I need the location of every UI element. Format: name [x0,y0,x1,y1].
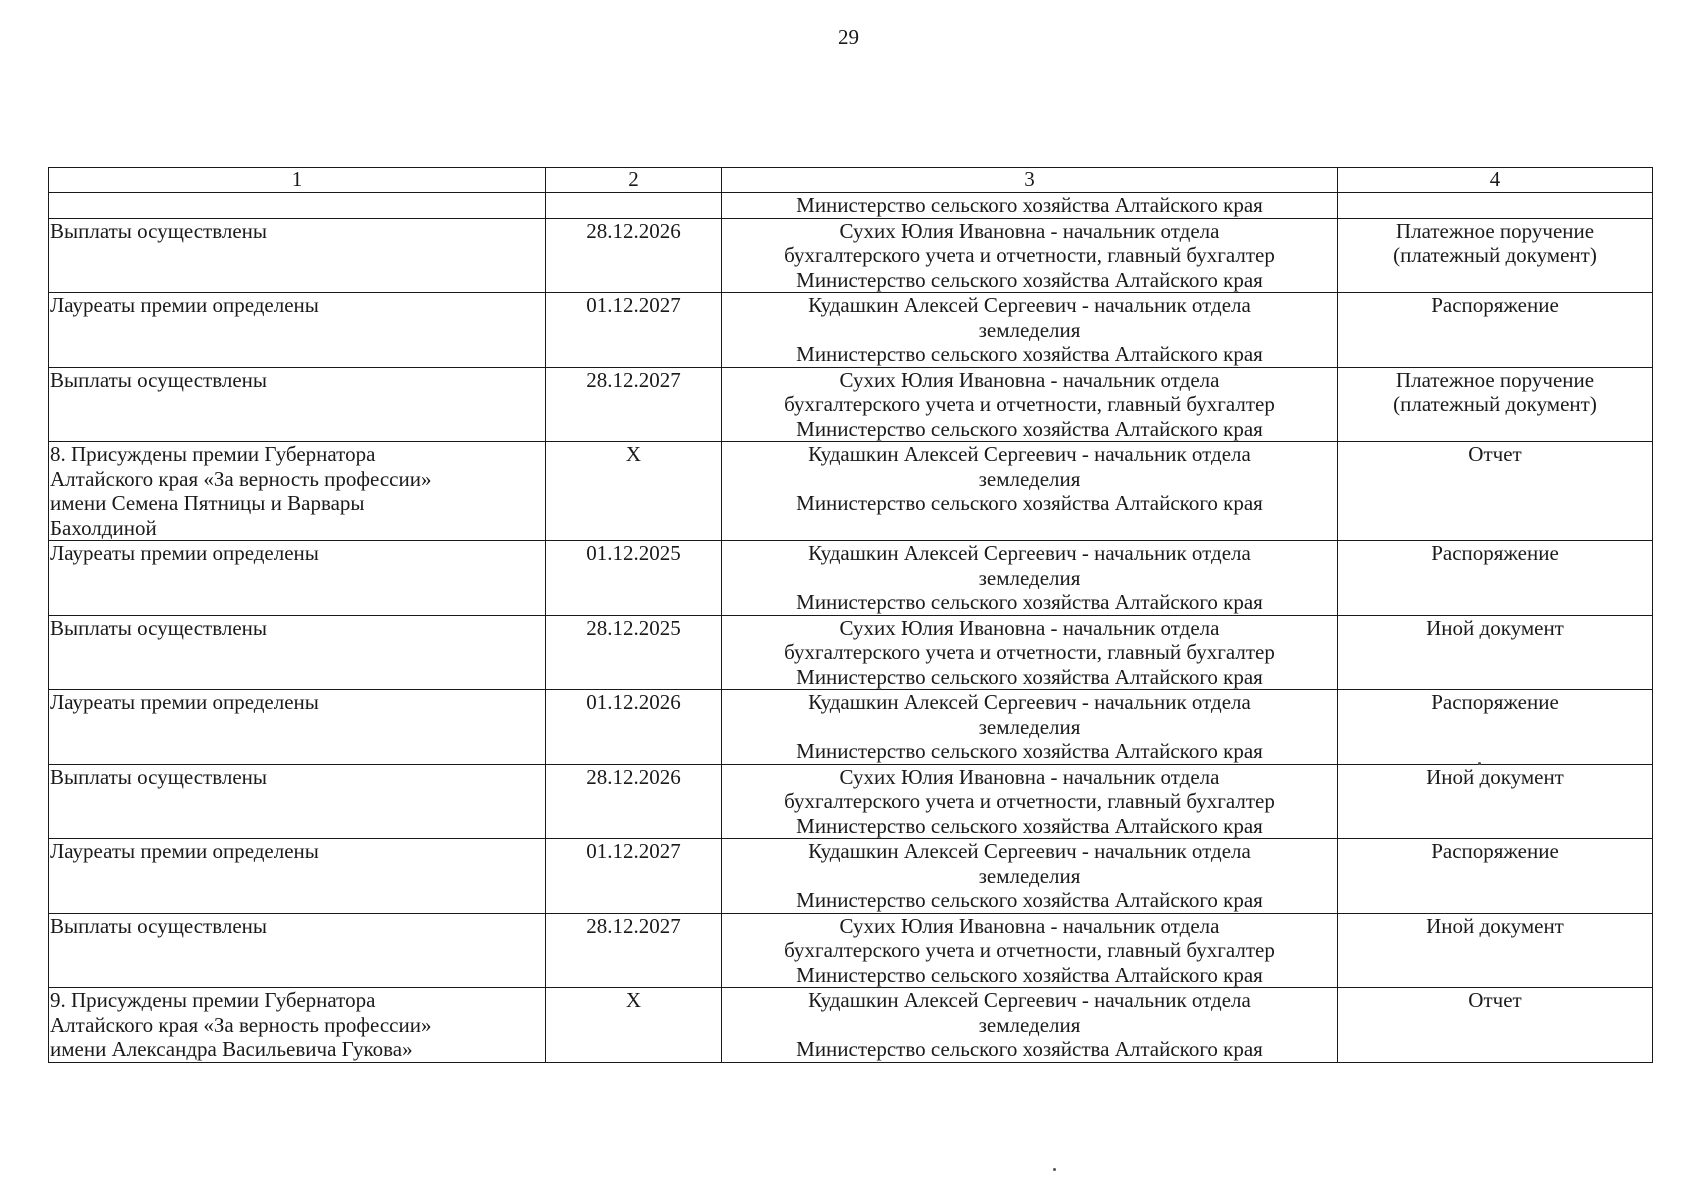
document-line: Отчет [1468,442,1522,466]
table-row [49,367,1653,442]
responsible-line: бухгалтерского учета и отчетности, главный бухгалтер [784,392,1275,416]
table-row [49,218,1653,293]
column-header: 3 [722,168,1338,193]
responsible-line: Кудашкин Алексей Сергеевич - начальник отдела [808,293,1251,317]
responsible-line: Министерство сельского хозяйства Алтайского края [796,267,1263,292]
event-line: Выплаты осуществлены [50,913,268,938]
responsible-line: Министерство сельского хозяйства Алтайского края [796,888,1263,912]
document-table [48,167,1653,1063]
event-line: Выплаты осуществлены [50,367,268,392]
date-cell [546,193,722,219]
responsible-line: бухгалтерского учета и отчетности, главный бухгалтер [784,243,1275,267]
event-cell [49,541,546,616]
document-cell [1338,913,1653,988]
responsible-cell [722,293,1338,368]
document-cell [1338,764,1653,839]
responsible-line: Кудашкин Алексей Сергеевич - начальник отдела [808,988,1251,1012]
responsible-line: Министерство сельского хозяйства Алтайского края [796,813,1263,838]
event-line: Лауреаты премии определены [50,293,319,317]
responsible-line: бухгалтерского учета и отчетности, главный бухгалтер [784,640,1275,664]
responsible-line: земледелия [978,714,1081,739]
responsible-line: Сухих Юлия Ивановна - начальник отдела [839,218,1220,243]
responsible-line: бухгалтерского учета и отчетности, главный бухгалтер [784,938,1275,962]
document-line: Платежное поручение [1395,367,1595,392]
responsible-line: Министерство сельского хозяйства Алтайского края [796,193,1263,217]
event-line: Алтайского края «За верность профессии» [50,1012,432,1037]
responsible-cell [722,218,1338,293]
document-line: Отчет [1468,988,1522,1012]
date-cell: Х [546,988,722,1063]
event-line: Лауреаты премии определены [50,839,319,863]
event-line: Алтайского края «За верность профессии» [50,466,432,491]
date-cell: 01.12.2027 [546,293,722,368]
document-line: Распоряжение [1431,690,1559,714]
responsible-cell [722,764,1338,839]
document-line: Платежное поручение [1395,218,1595,243]
table-row [49,839,1653,914]
page-number: 29 [838,25,859,49]
column-header: 2 [546,168,722,193]
event-cell [49,442,546,541]
scan-speck [1478,762,1481,765]
document-line: Распоряжение [1431,541,1559,565]
responsible-line: земледелия [978,317,1081,342]
document-cell [1338,193,1653,219]
event-cell [49,988,546,1063]
responsible-line: Сухих Юлия Ивановна - начальник отдела [839,615,1220,640]
responsible-line: Сухих Юлия Ивановна - начальник отдела [839,367,1220,392]
responsible-line: Министерство сельского хозяйства Алтайского края [796,491,1263,515]
document-cell [1338,839,1653,914]
responsible-line: земледелия [978,565,1081,590]
responsible-line: Кудашкин Алексей Сергеевич - начальник отдела [808,442,1251,466]
date-cell: 28.12.2025 [546,615,722,690]
responsible-line: Кудашкин Алексей Сергеевич - начальник отдела [808,839,1251,863]
responsible-line: Министерство сельского хозяйства Алтайского края [796,739,1263,763]
date-cell: 01.12.2027 [546,839,722,914]
responsible-cell [722,442,1338,541]
table-body [49,168,1653,1063]
responsible-line: Сухих Юлия Ивановна - начальник отдела [839,764,1220,789]
event-cell [49,839,546,914]
event-cell [49,293,546,368]
responsible-cell [722,988,1338,1063]
event-line: 8. Присуждены премии Губернатора [50,442,376,466]
event-line: Выплаты осуществлены [50,615,268,640]
document-line: Иной документ [1426,913,1564,938]
document-line: Распоряжение [1431,293,1559,317]
responsible-line: Министерство сельского хозяйства Алтайского края [796,416,1263,441]
responsible-cell [722,193,1338,219]
event-cell [49,218,546,293]
document-line: (платежный документ) [1393,392,1597,416]
event-cell [49,367,546,442]
responsible-line: Кудашкин Алексей Сергеевич - начальник отдела [808,690,1251,714]
continuation-row [49,193,1653,219]
event-line: Выплаты осуществлены [50,218,268,243]
event-cell [49,764,546,839]
responsible-cell [722,367,1338,442]
event-cell [49,690,546,765]
event-line: имени Александра Васильевича Гукова» [50,1037,413,1061]
event-line: 9. Присуждены премии Губернатора [50,988,376,1012]
responsible-cell [722,913,1338,988]
responsible-line: земледелия [978,1012,1081,1037]
document-cell [1338,690,1653,765]
document-line: Иной документ [1426,764,1564,789]
table-row [49,293,1653,368]
table-row [49,988,1653,1063]
table-row [49,690,1653,765]
table-header-row [49,168,1653,193]
responsible-cell [722,541,1338,616]
responsible-line: бухгалтерского учета и отчетности, главный бухгалтер [784,789,1275,813]
responsible-line: земледелия [978,863,1081,888]
responsible-line: Министерство сельского хозяйства Алтайского края [796,664,1263,689]
event-cell [49,615,546,690]
responsible-line: Министерство сельского хозяйства Алтайского края [796,1037,1263,1061]
responsible-line: Министерство сельского хозяйства Алтайского края [796,342,1263,366]
document-cell [1338,615,1653,690]
scan-speck [1053,1168,1056,1171]
table-row [49,541,1653,616]
date-cell: 28.12.2026 [546,764,722,839]
document-cell [1338,367,1653,442]
document-line: (платежный документ) [1393,243,1597,267]
document-line: Распоряжение [1431,839,1559,863]
table-row [49,615,1653,690]
event-line: Бахолдиной [50,515,157,540]
event-line: Выплаты осуществлены [50,764,268,789]
responsible-line: Сухих Юлия Ивановна - начальник отдела [839,913,1220,938]
date-cell: 28.12.2027 [546,913,722,988]
event-line: Лауреаты премии определены [50,690,319,714]
date-cell: 28.12.2026 [546,218,722,293]
table-row [49,764,1653,839]
document-cell [1338,541,1653,616]
document-cell [1338,218,1653,293]
responsible-cell [722,690,1338,765]
document-cell [1338,293,1653,368]
column-header: 4 [1338,168,1653,193]
responsible-cell [722,839,1338,914]
responsible-line: земледелия [978,466,1081,491]
date-cell: 01.12.2025 [546,541,722,616]
responsible-line: Министерство сельского хозяйства Алтайского края [796,962,1263,987]
document-cell [1338,988,1653,1063]
event-line: имени Семена Пятницы и Варвары [50,491,365,515]
table-row [49,913,1653,988]
event-line: Лауреаты премии определены [50,541,319,565]
date-cell: 01.12.2026 [546,690,722,765]
table-row [49,442,1653,541]
responsible-cell [722,615,1338,690]
responsible-line: Кудашкин Алексей Сергеевич - начальник отдела [808,541,1251,565]
date-cell: Х [546,442,722,541]
column-header: 1 [49,168,546,193]
date-cell: 28.12.2027 [546,367,722,442]
document-cell [1338,442,1653,541]
event-cell [49,193,546,219]
event-cell [49,913,546,988]
responsible-line: Министерство сельского хозяйства Алтайского края [796,590,1263,614]
document-line: Иной документ [1426,615,1564,640]
